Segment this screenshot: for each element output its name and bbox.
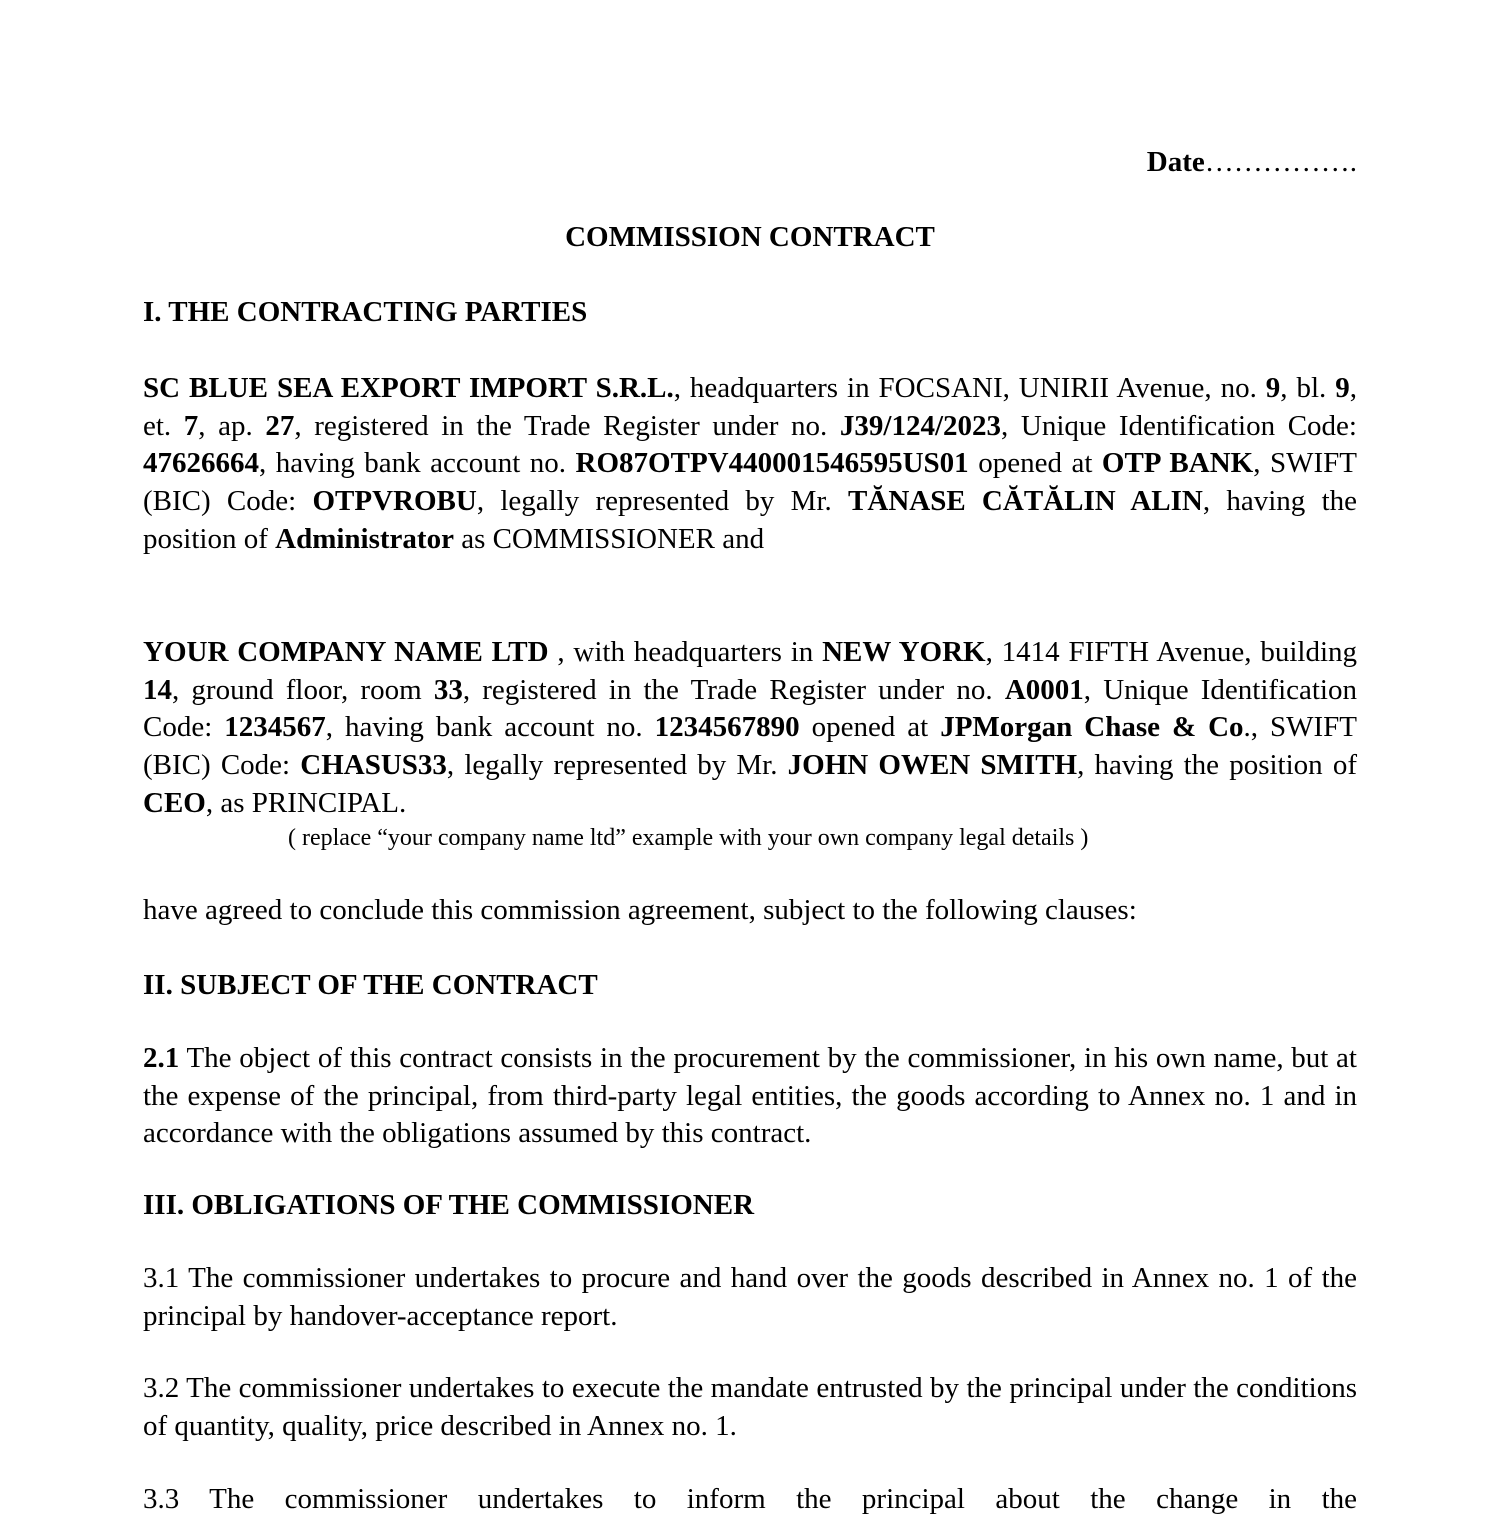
text-run: , having the position of: [143, 485, 1357, 555]
text-run: , having bank account no.: [325, 711, 655, 744]
section-heading-obligations: III. OBLIGATIONS OF THE COMMISSIONER: [143, 1189, 755, 1221]
agreement-paragraph: have agreed to conclude this commission agreement, subject to the following clauses:: [143, 894, 1137, 926]
document-title: COMMISSION CONTRACT: [565, 221, 935, 253]
text-run: , headquarters in FOCSANI, UNIRII Avenue, no.: [673, 372, 1266, 404]
bold-text-run: 9: [1335, 372, 1350, 404]
text-run: , having the position of: [1077, 749, 1357, 782]
section-heading-parties: I. THE CONTRACTING PARTIES: [143, 296, 588, 328]
text-run: , Unique Identification Code:: [1001, 409, 1357, 442]
text-run: , registered in the Trade Register under no.: [462, 673, 1005, 706]
text-run: , legally represented by Mr.: [446, 749, 788, 782]
text-run: opened at: [799, 711, 941, 744]
bold-text-run: 1234567890: [654, 711, 800, 744]
text-run: , ap.: [198, 409, 266, 442]
clause-2-1: [143, 1040, 1357, 1153]
bold-text-run: A0001: [1004, 673, 1084, 706]
bold-text-run: 27: [265, 409, 295, 442]
bold-text-run: RO87OTPV440001546595US01: [575, 447, 969, 480]
text-run: , bl.: [1280, 372, 1336, 404]
date-line: [143, 144, 1357, 182]
bold-text-run: 2.1: [143, 1042, 180, 1074]
text-run: , having bank account no.: [259, 447, 576, 480]
text-run: , legally represented by Mr.: [476, 485, 849, 518]
text-run: , ground floor, room: [172, 673, 434, 706]
bold-text-run: 47626664: [143, 447, 259, 480]
text-run: , as PRINCIPAL.: [205, 786, 407, 819]
bold-text-run: OTPVROBU: [312, 485, 477, 518]
clause-3-3: 3.3 The commissioner undertakes to inform the principal about the change in the: [143, 1483, 1357, 1515]
bold-text-run: SC BLUE SEA EXPORT IMPORT S.R.L.: [143, 372, 674, 404]
text-run: , with headquarters in: [548, 636, 823, 668]
text-run: , registered in the Trade Register under no.: [294, 409, 840, 442]
bold-text-run: 7: [183, 409, 199, 442]
bold-text-run: TĂNASE CĂTĂLIN ALIN: [848, 485, 1203, 518]
section-heading-subject: II. SUBJECT OF THE CONTRACT: [143, 969, 598, 1001]
text-run: , 1414 FIFTH Avenue, building: [985, 636, 1358, 668]
bold-text-run: NEW YORK: [822, 636, 986, 668]
text-run: as COMMISSIONER and: [453, 522, 765, 555]
bold-text-run: JOHN OWEN SMITH: [787, 749, 1078, 782]
commissioner-paragraph: [143, 370, 1357, 559]
bold-text-run: 14: [143, 673, 172, 706]
bold-text-run: Administrator: [275, 522, 454, 555]
text-run: , SWIFT (BIC) Code:: [143, 447, 1357, 518]
clause-3-2: 3.2 The commissioner undertakes to execute the mandate entrusted by the principal under the conditions of quantity, quality, price described in Annex no. 1.: [143, 1372, 1357, 1442]
bold-text-run: OTP BANK: [1101, 447, 1254, 480]
bold-text-run: CEO: [143, 786, 206, 819]
text-run: , et.: [143, 372, 1357, 442]
bold-text-run: YOUR COMPANY NAME LTD: [143, 636, 549, 668]
text-run: The object of this contract consists in the procurement by the commissioner, in his own name, but at the expense of the principal, from third-party legal entities, the goods according to Annex no. 1 and in accordance with the obligations assumed by this contract.: [143, 1042, 1357, 1150]
principal-paragraph: [143, 634, 1357, 823]
clause-3-1: 3.1 The commissioner undertakes to procure and hand over the goods described in Annex no. 1 of the principal by handover-acceptance report.: [143, 1262, 1357, 1332]
bold-text-run: J39/124/2023: [839, 409, 1002, 442]
bold-text-run: 33: [433, 673, 463, 706]
text-run: , Unique Identification Code:: [143, 673, 1357, 744]
date-placeholder: …………….: [1204, 146, 1357, 178]
bold-text-run: 9: [1265, 372, 1281, 404]
date-label: Date: [1146, 146, 1205, 178]
bold-text-run: JPMorgan Chase & Co: [940, 711, 1244, 744]
bold-text-run: 1234567: [224, 711, 326, 744]
replace-note: ( replace “your company name ltd” example with your own company legal details ): [288, 825, 1089, 851]
text-run: opened at: [968, 447, 1102, 480]
text-run: ., SWIFT (BIC) Code:: [143, 711, 1358, 782]
bold-text-run: CHASUS33: [300, 749, 447, 782]
